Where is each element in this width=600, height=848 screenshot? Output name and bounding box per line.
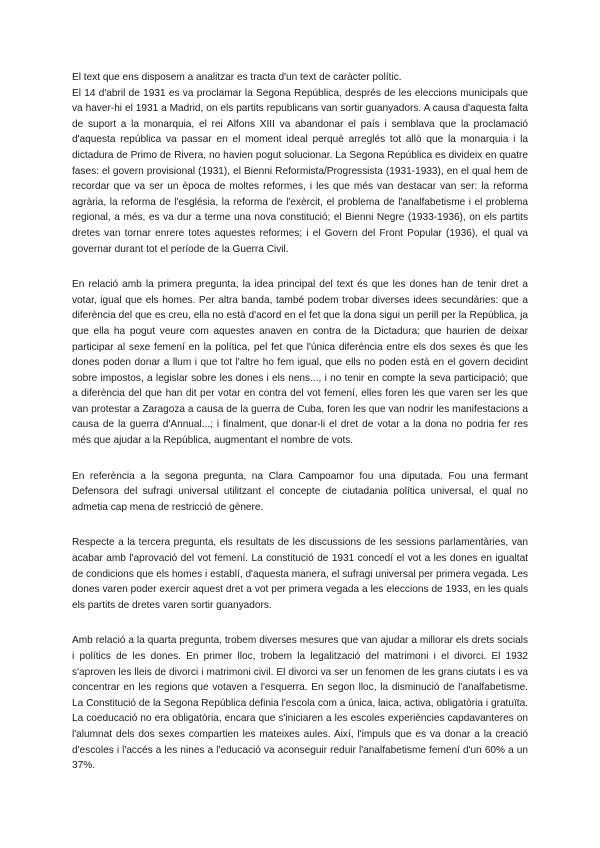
- paragraph-question-1: En relació amb la primera pregunta, la idea principal del text és que les dones han de tenir dret a votar, igual que els homes. Per altra banda, també podem trobar diverses idees secundàries: que a diferència del que es creu, ella no està d'acord en el fet que la dona sigui un perill per la República, ja que ella ha pogut veure com aquestes anaven en contra de la Dictadura; que haurien de deixar participar al sexe femení en la política, pel fet que l'única diferència entre els dos sexes és que les dones poden donar a llum i que tot l'altre ho fem igual, que ells no poden està en el govern decidint sobre impostos, a legislar sobre les dones i els nens..., i no tenir en compte la seva participació; que a diferència del que han dit per votar en contra del vot femení, elles foren les que varen ser les que van protestar a Zaragoza a causa de la guerra de Cuba, foren les que van nodrir les manifestacions a causa de la guerra d'Annual...; i finalment, que donar-li el dret de votar a la dona no podria fer res més que ajudar a la República, augmentant el nombre de vots.: [72, 279, 528, 447]
- paragraph-intro: El text que ens disposem a analitzar es tracta d'un text de caràcter polític.: [72, 72, 402, 83]
- document-page: [72, 70, 528, 774]
- paragraph-question-2: En referència a la segona pregunta, na Clara Campoamor fou una diputada. Fou una fermant Defensora del sufragi universal utilitzant el concepte de ciutadania política universal, el qual no admetia cap mena de restricció de gènere.: [72, 470, 528, 513]
- paragraph-question-4: Amb relació a la quarta pregunta, trobem diverses mesures que van ajudar a millorar els drets socials i polítics de les dones. En primer lloc, trobem la legalització del matrimoni i el divorci. El 1932 s'aproven les lleis de divorci i matrimoni civil. El divorci va ser un fenomen de les grans ciutats i es va concentrar en les regions que votaven a l'esquerra. En segon lloc, la disminució de l'analfabetisme. La Constitució de la Segona República definia l'escola com a única, laica, activa, obligatòria i gratuïta. La coeducació no era obligatòria, encara que s'iniciaren a les escoles experiències capdavanteres on l'alumnat dels dos sexes compartien les mateixes aules. Així, l'impuls que es va donar a la creació d'escoles i l'accés a les nines a l'educació va aconseguir reduir l'analfabetisme femení d'un 60% a un 37%.: [72, 635, 528, 772]
- paragraph-context: El 14 d'abril de 1931 es va proclamar la Segona República, després de les eleccions municipals que va haver-hi el 1931 a Madrid, on els partits republicans van sortir guanyadors. A causa d'aquesta falta de suport a la monarquia, el rei Alfons XIII va abandonar el país i semblava que la proclamació d'aquesta república va passar en el moment ideal perquè arreglés tot allò que la monarquia i la dictadura de Primo de Rivera, no havien pogut solucionar. La Segona República es divideix en quatre fases: el govern provisional (1931), el Bienni Reformista/Progressista (1931-1933), en el qual hem de recordar que va ser un època de moltes reformes, i les que més van destacar van ser: la reforma agrària, la reforma de l'església, la reforma de l'exèrcit, el problema de l'analfabetisme i el problema regional, a més, es va dur a terme una nova constitució; el Bienni Negre (1933-1936), on els partits dretes van tornar enrere totes aquestes reformes; i el Govern del Front Popular (1936), el qual va governar durant tot el període de la Guerra Civil.: [72, 87, 528, 255]
- paragraph-question-3: Respecte a la tercera pregunta, els resultats de les discussions de les sessions parlamentàries, van acabar amb l'aprovació del vot femení. La constitució de 1931 concedí el vot a les dones en igualtat de condicions que els homes i establí, d'aquesta manera, el sufragi universal per primera vegada. Les dones varen poder exercir aquest dret a vot per primera vegada a les eleccions de 1933, en les quals els partits de dretes varen sortir guanyadors.: [72, 537, 528, 611]
